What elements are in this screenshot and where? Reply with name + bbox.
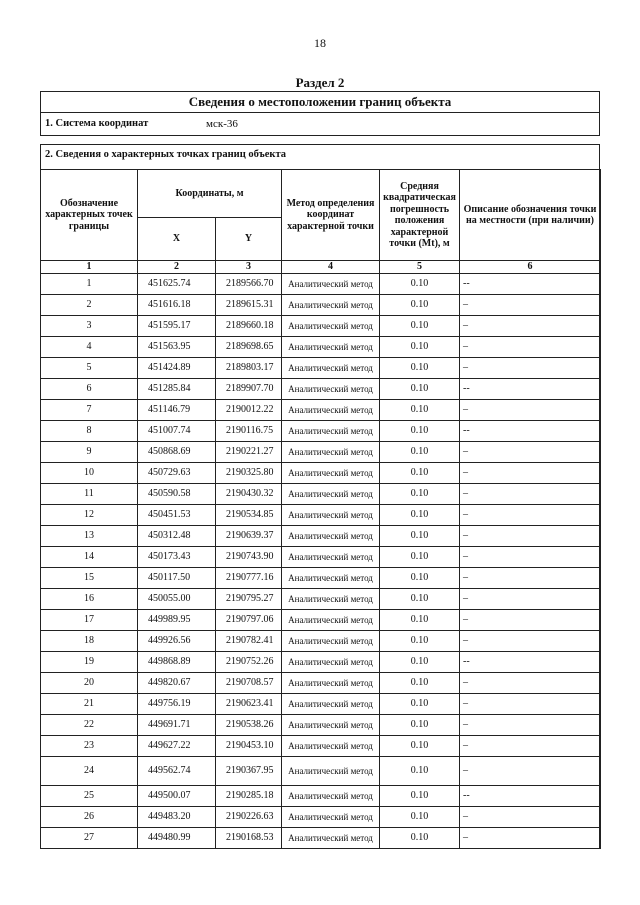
points-box	[40, 144, 600, 849]
table-row	[41, 294, 601, 315]
description-cell: –	[460, 756, 601, 785]
point-number-cell: 14	[41, 546, 138, 567]
col-y-header: Y	[216, 218, 282, 261]
y-coordinate-cell: 2190538.26	[216, 714, 282, 735]
x-coordinate-cell: 449483.20	[138, 806, 216, 827]
point-number-cell: 26	[41, 806, 138, 827]
method-cell: Аналитический метод	[282, 273, 380, 294]
description-cell: –	[460, 336, 601, 357]
x-coordinate-cell: 451563.95	[138, 336, 216, 357]
point-number-cell: 5	[41, 357, 138, 378]
table-row	[41, 827, 601, 848]
y-coordinate-cell: 2190116.75	[216, 420, 282, 441]
description-cell: –	[460, 672, 601, 693]
description-cell: --	[460, 378, 601, 399]
accuracy-cell: 0.10	[380, 630, 460, 651]
y-coordinate-cell: 2190325.80	[216, 462, 282, 483]
point-number-cell: 27	[41, 827, 138, 848]
col-accuracy-header: Средняя квадратическая погрешность положения характерной точки (Mt), м	[380, 170, 460, 261]
x-coordinate-cell: 451625.74	[138, 273, 216, 294]
accuracy-cell: 0.10	[380, 588, 460, 609]
y-coordinate-cell: 2190221.27	[216, 441, 282, 462]
col-coords-header: Координаты, м	[138, 170, 282, 218]
y-coordinate-cell: 2190752.26	[216, 651, 282, 672]
x-coordinate-cell: 449926.56	[138, 630, 216, 651]
point-number-cell: 23	[41, 735, 138, 756]
description-cell: --	[460, 273, 601, 294]
x-coordinate-cell: 450055.00	[138, 588, 216, 609]
accuracy-cell: 0.10	[380, 336, 460, 357]
point-number-cell: 9	[41, 441, 138, 462]
col-number: 5	[380, 261, 460, 274]
x-coordinate-cell: 449500.07	[138, 785, 216, 806]
method-cell: Аналитический метод	[282, 827, 380, 848]
method-cell: Аналитический метод	[282, 441, 380, 462]
point-number-cell: 12	[41, 504, 138, 525]
method-cell: Аналитический метод	[282, 399, 380, 420]
y-coordinate-cell: 2190797.06	[216, 609, 282, 630]
accuracy-cell: 0.10	[380, 806, 460, 827]
table-row	[41, 525, 601, 546]
point-number-cell: 3	[41, 315, 138, 336]
accuracy-cell: 0.10	[380, 315, 460, 336]
section-title: Раздел 2	[295, 75, 345, 90]
method-cell: Аналитический метод	[282, 315, 380, 336]
col-method-header: Метод определения координат характерной точки	[282, 170, 380, 261]
point-number-cell: 19	[41, 651, 138, 672]
description-cell: –	[460, 294, 601, 315]
method-cell: Аналитический метод	[282, 651, 380, 672]
point-number-cell: 15	[41, 567, 138, 588]
table-row	[41, 588, 601, 609]
point-number-cell: 24	[41, 756, 138, 785]
accuracy-cell: 0.10	[380, 420, 460, 441]
accuracy-cell: 0.10	[380, 756, 460, 785]
method-cell: Аналитический метод	[282, 483, 380, 504]
points-table-body	[41, 273, 601, 848]
method-cell: Аналитический метод	[282, 462, 380, 483]
description-cell: –	[460, 546, 601, 567]
section-header: Сведения о местоположении границ объекта	[41, 92, 599, 113]
description-cell: --	[460, 651, 601, 672]
point-number-cell: 16	[41, 588, 138, 609]
accuracy-cell: 0.10	[380, 399, 460, 420]
accuracy-cell: 0.10	[380, 714, 460, 735]
y-coordinate-cell: 2189566.70	[216, 273, 282, 294]
accuracy-cell: 0.10	[380, 693, 460, 714]
description-cell: –	[460, 567, 601, 588]
y-coordinate-cell: 2190795.27	[216, 588, 282, 609]
accuracy-cell: 0.10	[380, 827, 460, 848]
x-coordinate-cell: 450117.50	[138, 567, 216, 588]
y-coordinate-cell: 2190430.32	[216, 483, 282, 504]
description-cell: –	[460, 806, 601, 827]
method-cell: Аналитический метод	[282, 672, 380, 693]
y-coordinate-cell: 2190743.90	[216, 546, 282, 567]
method-cell: Аналитический метод	[282, 735, 380, 756]
x-coordinate-cell: 449989.95	[138, 609, 216, 630]
point-number-cell: 25	[41, 785, 138, 806]
table-row	[41, 714, 601, 735]
col-number: 3	[216, 261, 282, 274]
description-cell: –	[460, 504, 601, 525]
table-row	[41, 806, 601, 827]
y-coordinate-cell: 2190708.57	[216, 672, 282, 693]
description-cell: –	[460, 441, 601, 462]
accuracy-cell: 0.10	[380, 651, 460, 672]
y-coordinate-cell: 2190168.53	[216, 827, 282, 848]
accuracy-cell: 0.10	[380, 525, 460, 546]
x-coordinate-cell: 450173.43	[138, 546, 216, 567]
description-cell: –	[460, 357, 601, 378]
method-cell: Аналитический метод	[282, 546, 380, 567]
points-table	[40, 169, 601, 849]
y-coordinate-cell: 2189907.70	[216, 378, 282, 399]
method-cell: Аналитический метод	[282, 336, 380, 357]
page-number: 18	[314, 36, 326, 50]
description-cell: –	[460, 399, 601, 420]
accuracy-cell: 0.10	[380, 672, 460, 693]
x-coordinate-cell: 451424.89	[138, 357, 216, 378]
x-coordinate-cell: 449691.71	[138, 714, 216, 735]
accuracy-cell: 0.10	[380, 378, 460, 399]
x-coordinate-cell: 449868.89	[138, 651, 216, 672]
col-x-header: X	[138, 218, 216, 261]
x-coordinate-cell: 449627.22	[138, 735, 216, 756]
points-title: 2. Сведения о характерных точках границ объекта	[41, 145, 599, 170]
table-row	[41, 630, 601, 651]
y-coordinate-cell: 2189698.65	[216, 336, 282, 357]
description-cell: –	[460, 735, 601, 756]
y-coordinate-cell: 2190367.95	[216, 756, 282, 785]
table-row	[41, 546, 601, 567]
description-cell: –	[460, 693, 601, 714]
y-coordinate-cell: 2189803.17	[216, 357, 282, 378]
col-number: 6	[460, 261, 601, 274]
description-cell: –	[460, 827, 601, 848]
method-cell: Аналитический метод	[282, 588, 380, 609]
accuracy-cell: 0.10	[380, 546, 460, 567]
accuracy-cell: 0.10	[380, 273, 460, 294]
y-coordinate-cell: 2190453.10	[216, 735, 282, 756]
point-number-cell: 22	[41, 714, 138, 735]
table-row	[41, 651, 601, 672]
col-description-header: Описание обозначения точки на местности (при наличии)	[460, 170, 601, 261]
document-frame	[40, 91, 600, 849]
y-coordinate-cell: 2190534.85	[216, 504, 282, 525]
description-cell: –	[460, 462, 601, 483]
x-coordinate-cell: 451595.17	[138, 315, 216, 336]
table-row	[41, 378, 601, 399]
x-coordinate-cell: 451146.79	[138, 399, 216, 420]
table-row	[41, 756, 601, 785]
description-cell: –	[460, 630, 601, 651]
accuracy-cell: 0.10	[380, 294, 460, 315]
point-number-cell: 2	[41, 294, 138, 315]
accuracy-cell: 0.10	[380, 441, 460, 462]
method-cell: Аналитический метод	[282, 630, 380, 651]
table-row	[41, 315, 601, 336]
method-cell: Аналитический метод	[282, 420, 380, 441]
table-row	[41, 357, 601, 378]
accuracy-cell: 0.10	[380, 735, 460, 756]
y-coordinate-cell: 2190639.37	[216, 525, 282, 546]
method-cell: Аналитический метод	[282, 714, 380, 735]
point-number-cell: 21	[41, 693, 138, 714]
x-coordinate-cell: 450590.58	[138, 483, 216, 504]
table-row	[41, 567, 601, 588]
x-coordinate-cell: 451285.84	[138, 378, 216, 399]
table-row	[41, 785, 601, 806]
x-coordinate-cell: 449756.19	[138, 693, 216, 714]
col-designation-header: Обозначение характерных точек границы	[41, 170, 138, 261]
method-cell: Аналитический метод	[282, 693, 380, 714]
x-coordinate-cell: 449820.67	[138, 672, 216, 693]
y-coordinate-cell: 2190285.18	[216, 785, 282, 806]
coord-system-value: мск-36	[206, 118, 238, 130]
description-cell: –	[460, 588, 601, 609]
y-coordinate-cell: 2190012.22	[216, 399, 282, 420]
method-cell: Аналитический метод	[282, 378, 380, 399]
point-number-cell: 6	[41, 378, 138, 399]
description-cell: --	[460, 420, 601, 441]
description-cell: –	[460, 525, 601, 546]
method-cell: Аналитический метод	[282, 357, 380, 378]
method-cell: Аналитический метод	[282, 525, 380, 546]
table-row	[41, 273, 601, 294]
point-number-cell: 8	[41, 420, 138, 441]
coord-system-label: 1. Система координат	[45, 118, 149, 129]
coord-system-box	[40, 91, 600, 136]
table-row	[41, 609, 601, 630]
coord-system-row	[41, 113, 599, 135]
x-coordinate-cell: 449480.99	[138, 827, 216, 848]
y-coordinate-cell: 2189660.18	[216, 315, 282, 336]
x-coordinate-cell: 450868.69	[138, 441, 216, 462]
x-coordinate-cell: 450729.63	[138, 462, 216, 483]
x-coordinate-cell: 450312.48	[138, 525, 216, 546]
x-coordinate-cell: 449562.74	[138, 756, 216, 785]
point-number-cell: 17	[41, 609, 138, 630]
y-coordinate-cell: 2190226.63	[216, 806, 282, 827]
table-row	[41, 483, 601, 504]
x-coordinate-cell: 451007.74	[138, 420, 216, 441]
y-coordinate-cell: 2190777.16	[216, 567, 282, 588]
description-cell: –	[460, 315, 601, 336]
table-row	[41, 399, 601, 420]
table-row	[41, 420, 601, 441]
point-number-cell: 1	[41, 273, 138, 294]
table-row	[41, 735, 601, 756]
accuracy-cell: 0.10	[380, 567, 460, 588]
accuracy-cell: 0.10	[380, 504, 460, 525]
col-number: 2	[138, 261, 216, 274]
table-row	[41, 672, 601, 693]
description-cell: –	[460, 483, 601, 504]
point-number-cell: 20	[41, 672, 138, 693]
accuracy-cell: 0.10	[380, 357, 460, 378]
table-row	[41, 504, 601, 525]
method-cell: Аналитический метод	[282, 785, 380, 806]
description-cell: –	[460, 714, 601, 735]
y-coordinate-cell: 2190782.41	[216, 630, 282, 651]
col-number: 1	[41, 261, 138, 274]
point-number-cell: 11	[41, 483, 138, 504]
y-coordinate-cell: 2190623.41	[216, 693, 282, 714]
table-row	[41, 336, 601, 357]
method-cell: Аналитический метод	[282, 504, 380, 525]
point-number-cell: 7	[41, 399, 138, 420]
col-number: 4	[282, 261, 380, 274]
method-cell: Аналитический метод	[282, 294, 380, 315]
accuracy-cell: 0.10	[380, 483, 460, 504]
accuracy-cell: 0.10	[380, 609, 460, 630]
description-cell: --	[460, 785, 601, 806]
method-cell: Аналитический метод	[282, 756, 380, 785]
table-row	[41, 462, 601, 483]
method-cell: Аналитический метод	[282, 806, 380, 827]
point-number-cell: 13	[41, 525, 138, 546]
point-number-cell: 18	[41, 630, 138, 651]
table-row	[41, 693, 601, 714]
x-coordinate-cell: 451616.18	[138, 294, 216, 315]
description-cell: –	[460, 609, 601, 630]
x-coordinate-cell: 450451.53	[138, 504, 216, 525]
accuracy-cell: 0.10	[380, 785, 460, 806]
y-coordinate-cell: 2189615.31	[216, 294, 282, 315]
accuracy-cell: 0.10	[380, 462, 460, 483]
method-cell: Аналитический метод	[282, 609, 380, 630]
point-number-cell: 4	[41, 336, 138, 357]
point-number-cell: 10	[41, 462, 138, 483]
table-row	[41, 441, 601, 462]
method-cell: Аналитический метод	[282, 567, 380, 588]
